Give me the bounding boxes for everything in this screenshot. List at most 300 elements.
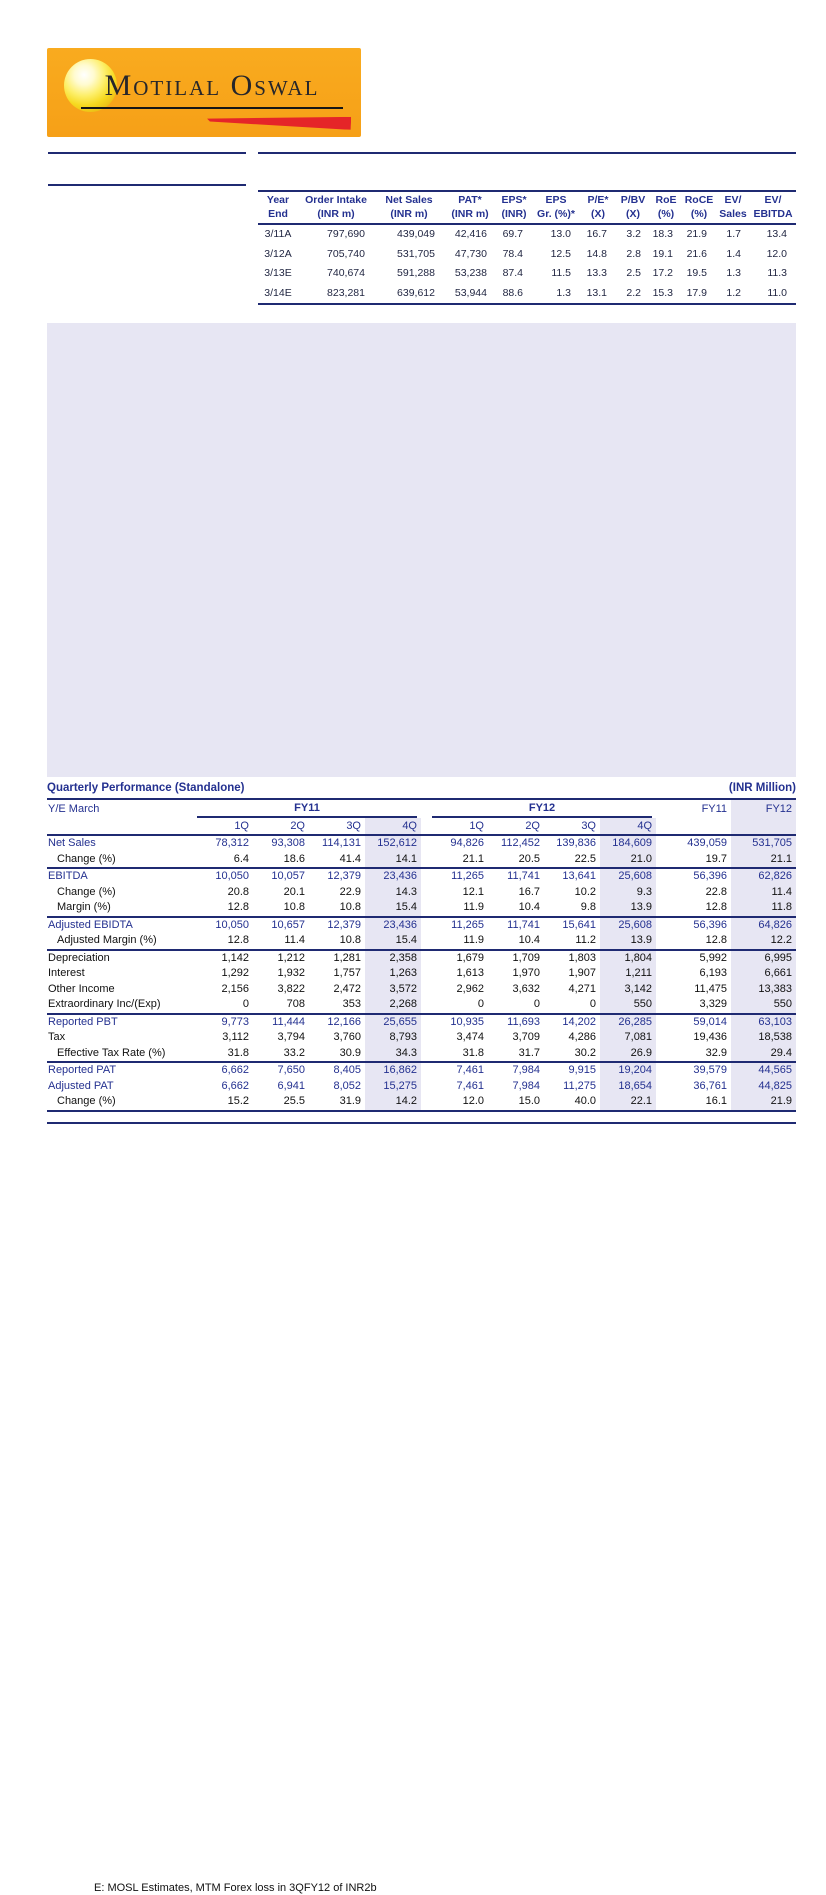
logo-brand-text: Motilal Oswal	[81, 66, 343, 109]
group-gap	[656, 800, 667, 818]
header-rule-left-bottom	[48, 184, 246, 186]
value-cell: 11.9	[463, 934, 484, 946]
summary-column-line2: (INR m)	[390, 208, 428, 220]
row-label: Reported PBT	[47, 1014, 197, 1031]
value-cell: 12,166	[309, 1014, 365, 1031]
group-gap	[656, 982, 667, 998]
group-gap	[421, 852, 432, 869]
summary-cell: 15.3	[652, 286, 673, 299]
value-cell: 531,705	[731, 835, 796, 852]
value-cell: 4,286	[568, 1031, 596, 1043]
value-cell: 6,662	[221, 1079, 249, 1092]
summary-cell: 1.3	[556, 286, 571, 299]
group-gap	[421, 868, 432, 885]
summary-cell: 11.0	[767, 286, 787, 299]
group-gap	[656, 1030, 667, 1046]
value-cell: 10.8	[283, 901, 305, 913]
group-gap	[656, 933, 667, 950]
value-cell: 30.2	[574, 1046, 596, 1059]
summary-column-header	[616, 191, 650, 224]
summary-column-header	[532, 191, 580, 224]
group-gap	[421, 1014, 432, 1031]
summary-column-line1: Year	[266, 194, 290, 206]
value-cell: 15,641	[544, 917, 600, 934]
value-cell: 9,773	[197, 1014, 253, 1031]
value-cell: 22.1	[600, 1094, 656, 1111]
quarter-header: 1Q	[197, 818, 253, 835]
value-cell: 11.4	[731, 885, 796, 901]
value-cell: 21.0	[600, 852, 656, 869]
value-cell: 0	[533, 998, 540, 1010]
quarterly-performance-section	[47, 781, 796, 1894]
row-label: Depreciation	[47, 950, 197, 967]
row-label: Net Sales	[48, 837, 96, 849]
summary-column-line2: Sales	[719, 208, 747, 220]
summary-column-line2: Gr. (%)*	[537, 208, 575, 220]
group-gap	[656, 1094, 667, 1111]
summary-cell: 11.3	[767, 267, 787, 279]
value-cell: 56,396	[667, 868, 731, 885]
quarterly-title: Quarterly Performance (Standalone)	[47, 782, 245, 794]
value-cell: 14.1	[365, 852, 421, 869]
quarter-header: 4Q	[600, 818, 656, 835]
row-label: Adjusted PAT	[48, 1079, 114, 1092]
table-row	[47, 1030, 796, 1046]
group-gap	[656, 852, 667, 869]
value-cell: 16,862	[365, 1062, 421, 1079]
quarter-header: 1Q	[432, 818, 488, 835]
group-gap	[421, 900, 432, 917]
row-label: Change (%)	[57, 885, 116, 898]
value-cell: 14.2	[365, 1094, 421, 1111]
value-cell: 1,679	[432, 950, 488, 967]
group-gap	[656, 997, 667, 1014]
group-gap	[656, 900, 667, 917]
value-cell: 1,613	[456, 967, 484, 979]
summary-cell: 439,049	[397, 228, 435, 240]
summary-cell: 13.3	[586, 267, 607, 279]
value-cell: 0	[477, 998, 484, 1010]
fy11-annual-header: FY11	[701, 803, 728, 815]
group-gap	[421, 885, 432, 901]
value-cell: 1,212	[253, 950, 309, 967]
summary-cell: 21.6	[686, 247, 707, 260]
summary-cell: 53,238	[454, 267, 487, 279]
value-cell: 152,612	[365, 835, 421, 852]
value-cell: 1,932	[277, 967, 305, 979]
value-cell: 1,970	[512, 967, 540, 979]
value-cell: 78,312	[215, 837, 249, 849]
value-cell: 708	[286, 998, 305, 1010]
value-cell: 6,941	[277, 1079, 305, 1092]
value-cell: 19,204	[600, 1062, 656, 1079]
group-gap	[421, 1030, 432, 1046]
value-cell: 25,608	[600, 917, 656, 934]
value-cell: 22.5	[574, 852, 596, 865]
value-cell: 18,538	[731, 1030, 796, 1046]
value-cell: 10.8	[339, 934, 361, 946]
summary-cell: 12.0	[766, 247, 787, 260]
value-cell: 1,804	[600, 950, 656, 967]
value-cell: 3,794	[277, 1031, 305, 1043]
summary-cell: 78.4	[502, 247, 523, 260]
value-cell: 3,822	[277, 982, 305, 995]
value-cell: 12.8	[705, 934, 728, 946]
value-cell: 1,803	[544, 950, 600, 967]
summary-column-header	[682, 191, 716, 224]
value-cell: 22.8	[705, 885, 728, 898]
value-cell: 10,050	[197, 868, 253, 885]
value-cell: 25.5	[283, 1095, 305, 1107]
summary-cell: 2.2	[626, 286, 641, 299]
value-cell: 15.2	[227, 1095, 249, 1107]
group-gap	[656, 885, 667, 901]
value-cell: 3,142	[600, 982, 656, 998]
row-label: Extraordinary Inc/(Exp)	[48, 998, 161, 1010]
row-label: Effective Tax Rate (%)	[57, 1046, 166, 1059]
value-cell: 14,202	[544, 1014, 600, 1031]
value-cell: 3,112	[222, 1031, 249, 1043]
row-label: Interest	[48, 967, 85, 979]
value-cell: 15.0	[518, 1095, 540, 1107]
group-gap	[656, 835, 667, 852]
value-cell: 6,662	[197, 1062, 253, 1079]
value-cell: 20.1	[283, 885, 305, 898]
value-cell: 11,741	[488, 917, 544, 934]
summary-cell: 13.4	[766, 228, 787, 240]
fy11-group-header: FY11	[197, 800, 421, 818]
summary-cell: 13.1	[586, 286, 607, 299]
quarter-header: 2Q	[253, 818, 309, 835]
summary-column-header	[444, 191, 496, 224]
summary-cell: 47,730	[454, 247, 487, 260]
value-cell: 7,081	[600, 1030, 656, 1046]
summary-cell: 823,281	[327, 286, 365, 299]
value-cell: 0	[589, 998, 596, 1010]
value-cell: 13.9	[600, 900, 656, 917]
value-cell: 30.9	[339, 1046, 361, 1059]
value-cell: 6,193	[699, 967, 728, 979]
value-cell: 31.8	[462, 1046, 484, 1059]
summary-cell: 69.7	[502, 228, 523, 240]
summary-column-line2: (%)	[690, 208, 708, 220]
summary-cell: 16.7	[586, 228, 607, 240]
summary-cell: 1.7	[726, 228, 741, 240]
table-row	[47, 1014, 796, 1031]
value-cell: 8,052	[333, 1079, 361, 1092]
value-cell: 9,915	[544, 1062, 600, 1079]
summary-column-header	[716, 191, 750, 224]
quarterly-performance-table	[47, 800, 796, 1112]
value-cell: 353	[342, 998, 361, 1010]
group-gap	[421, 800, 432, 818]
value-cell: 112,452	[501, 837, 540, 849]
summary-column-line2: End	[268, 208, 288, 220]
summary-cell: 705,740	[327, 247, 365, 260]
summary-column-header	[750, 191, 796, 224]
value-cell: 93,308	[271, 837, 305, 849]
fy12-annual-header: FY12	[731, 800, 796, 818]
summary-cell: 19.1	[652, 247, 673, 260]
summary-column-header	[374, 191, 444, 224]
value-cell: 21.1	[462, 852, 484, 865]
value-cell: 10,657	[253, 917, 309, 934]
value-cell: 11.8	[731, 900, 796, 917]
motilal-oswal-logo	[47, 48, 361, 137]
value-cell: 1,142	[197, 950, 253, 967]
value-cell: 11,265	[432, 917, 488, 934]
value-cell: 2,472	[333, 982, 361, 995]
group-gap	[421, 1094, 432, 1111]
summary-column-line1: Net Sales	[385, 194, 433, 206]
value-cell: 15,275	[365, 1079, 421, 1095]
value-cell: 19,436	[693, 1031, 728, 1043]
annual-header-spacer	[667, 818, 731, 835]
summary-row	[258, 245, 796, 265]
summary-cell: 1.3	[726, 267, 741, 279]
table-row	[47, 835, 796, 852]
summary-cell: 639,612	[397, 286, 435, 299]
group-gap	[421, 917, 432, 934]
value-cell: 10,050	[197, 917, 253, 934]
value-cell: 18,654	[600, 1079, 656, 1095]
header-rule-right-top	[258, 152, 796, 154]
group-gap	[656, 917, 667, 934]
value-cell: 12.8	[227, 934, 249, 946]
value-cell: 10.4	[518, 901, 540, 913]
value-cell: 2,156	[221, 982, 249, 995]
summary-column-header	[496, 191, 532, 224]
quarter-header: 4Q	[365, 818, 421, 835]
table-row	[47, 852, 796, 869]
group-gap	[656, 966, 667, 982]
quarter-header: 3Q	[544, 818, 600, 835]
quarter-header: 2Q	[488, 818, 544, 835]
value-cell: 56,396	[667, 917, 731, 934]
group-gap	[421, 933, 432, 950]
value-cell: 21.1	[731, 852, 796, 869]
summary-column-header	[650, 191, 682, 224]
value-cell: 0	[242, 998, 249, 1010]
value-cell: 23,436	[365, 917, 421, 934]
value-cell: 11,275	[563, 1079, 596, 1092]
summary-column-header	[258, 191, 298, 224]
group-gap	[421, 997, 432, 1014]
value-cell: 1,263	[365, 966, 421, 982]
summary-cell: 13.0	[550, 228, 571, 240]
summary-column-line2: (%)	[657, 208, 675, 220]
summary-row	[258, 224, 796, 245]
value-cell: 32.9	[705, 1046, 728, 1059]
value-cell: 439,059	[687, 837, 728, 849]
value-cell: 20.5	[518, 852, 540, 865]
row-label: Tax	[48, 1031, 66, 1043]
financial-summary-table	[258, 190, 796, 305]
value-cell: 12,379	[309, 917, 365, 934]
value-cell: 6,661	[731, 966, 796, 982]
value-cell: 1,292	[221, 967, 249, 979]
value-cell: 44,825	[731, 1079, 796, 1095]
value-cell: 1,281	[309, 950, 365, 967]
value-cell: 2,358	[365, 950, 421, 967]
value-cell: 36,761	[693, 1079, 728, 1092]
value-cell: 8,793	[365, 1030, 421, 1046]
value-cell: 59,014	[667, 1014, 731, 1031]
summary-cell: 14.8	[586, 247, 607, 260]
value-cell: 39,579	[667, 1062, 731, 1079]
value-cell: 2,962	[456, 982, 484, 995]
value-cell: 33.2	[283, 1046, 305, 1059]
summary-column-line1: P/BV	[620, 194, 646, 206]
table-row	[47, 1079, 796, 1095]
summary-column-line1: EV/	[724, 194, 742, 206]
quarter-header: 3Q	[309, 818, 365, 835]
summary-cell: 17.2	[652, 267, 673, 279]
value-cell: 11,693	[488, 1014, 544, 1031]
value-cell: 16.1	[705, 1095, 728, 1107]
group-gap	[656, 1046, 667, 1063]
value-cell: 31.9	[339, 1095, 361, 1107]
value-cell: 11.4	[284, 934, 305, 946]
value-cell: 3,474	[456, 1031, 484, 1043]
value-cell: 4,271	[568, 982, 596, 995]
estimates-footnote: E: MOSL Estimates, MTM Forex loss in 3QFY12 of INR2b	[94, 1882, 377, 1894]
summary-cell: 740,674	[327, 267, 365, 279]
summary-cell: 1.2	[726, 286, 741, 299]
value-cell: 12.8	[227, 901, 249, 913]
row-label: Adjusted EBIDTA	[47, 917, 197, 934]
value-cell: 40.0	[574, 1095, 596, 1107]
row-label: Adjusted Margin (%)	[57, 934, 157, 946]
row-label: Other Income	[48, 982, 115, 995]
value-cell: 10.2	[574, 885, 596, 898]
value-cell: 3,760	[333, 1031, 361, 1043]
summary-column-line1: PAT*	[458, 194, 482, 206]
table-row	[47, 1094, 796, 1111]
group-gap	[656, 1014, 667, 1031]
value-cell: 8,405	[309, 1062, 365, 1079]
summary-column-line2: (X)	[626, 208, 640, 220]
value-cell: 1,757	[333, 967, 361, 979]
row-label: Change (%)	[57, 852, 116, 865]
summary-row	[258, 284, 796, 305]
group-gap	[656, 818, 667, 835]
summary-cell: 2.5	[626, 267, 641, 279]
group-gap	[421, 982, 432, 998]
value-cell: 184,609	[600, 835, 656, 852]
value-cell: 13,383	[731, 982, 796, 998]
value-cell: 11,475	[694, 982, 728, 995]
value-cell: 22.9	[339, 885, 361, 898]
group-gap	[421, 1062, 432, 1079]
summary-column-line1: RoE	[655, 194, 677, 206]
value-cell: 2,268	[365, 997, 421, 1014]
summary-column-line2: (INR m)	[317, 208, 355, 220]
value-cell: 11,265	[432, 868, 488, 885]
row-label: Change (%)	[57, 1095, 116, 1107]
summary-column-header	[580, 191, 616, 224]
value-cell: 11,741	[488, 868, 544, 885]
group-gap	[656, 950, 667, 967]
table-row	[47, 868, 796, 885]
value-cell: 550	[600, 997, 656, 1014]
table-row	[47, 933, 796, 950]
value-cell: 10,057	[253, 868, 309, 885]
value-cell: 3,572	[365, 982, 421, 998]
summary-column-line1: EPS	[545, 194, 567, 206]
value-cell: 44,565	[731, 1062, 796, 1079]
summary-cell: 19.5	[686, 267, 707, 279]
value-cell: 19.7	[705, 852, 728, 865]
value-cell: 3,632	[512, 982, 540, 995]
summary-cell: 3.2	[626, 228, 641, 240]
ye-march-label: Y/E March	[48, 803, 100, 815]
value-cell: 62,826	[731, 868, 796, 885]
summary-column-line1: EV/	[764, 194, 782, 206]
value-cell: 18.6	[283, 852, 305, 865]
group-gap	[421, 818, 432, 835]
value-cell: 12.1	[462, 885, 484, 898]
value-cell: 21.9	[731, 1094, 796, 1111]
summary-cell: 3/14E	[264, 286, 292, 299]
summary-cell: 3/13E	[264, 267, 292, 279]
summary-column-line2: (INR m)	[451, 208, 489, 220]
header-rule-left-top	[48, 152, 246, 154]
group-gap	[421, 950, 432, 967]
table-row	[47, 900, 796, 917]
value-cell: 34.3	[365, 1046, 421, 1063]
table-row	[47, 997, 796, 1014]
summary-cell: 3/12A	[264, 247, 292, 260]
value-cell: 6.4	[233, 852, 249, 865]
value-cell: 11.2	[575, 934, 596, 946]
summary-cell: 18.3	[652, 228, 673, 240]
value-cell: 1,211	[600, 966, 656, 982]
value-cell: 12,379	[309, 868, 365, 885]
value-cell: 64,826	[731, 917, 796, 934]
table-row	[47, 982, 796, 998]
value-cell: 7,461	[432, 1062, 488, 1079]
summary-cell: 591,288	[397, 267, 435, 279]
summary-column-line2: EBITDA	[753, 208, 793, 220]
value-cell: 1,907	[568, 967, 596, 979]
value-cell: 7,461	[456, 1079, 484, 1092]
quarterly-unit-label: (INR Million)	[728, 782, 796, 794]
value-cell: 12.0	[462, 1095, 484, 1107]
value-cell: 7,984	[512, 1079, 540, 1092]
group-gap	[421, 1046, 432, 1063]
summary-column-line1: Order Intake	[305, 194, 367, 206]
value-cell: 31.7	[518, 1046, 540, 1059]
summary-cell: 53,944	[454, 286, 487, 299]
table-row	[47, 917, 796, 934]
value-cell: 10,935	[432, 1014, 488, 1031]
summary-cell: 88.6	[502, 286, 523, 299]
value-cell: 9.3	[600, 885, 656, 901]
value-cell: 10.8	[339, 901, 361, 913]
value-cell: 11,444	[253, 1014, 309, 1031]
table-row	[47, 885, 796, 901]
summary-cell: 2.8	[626, 247, 641, 260]
footer-rule	[47, 1122, 796, 1124]
summary-cell: 17.9	[686, 286, 707, 299]
value-cell: 26,285	[600, 1014, 656, 1031]
value-cell: 3,329	[699, 998, 728, 1010]
value-cell: 15.4	[365, 933, 421, 950]
group-gap	[421, 966, 432, 982]
value-cell: 26.9	[600, 1046, 656, 1063]
summary-column-header	[298, 191, 374, 224]
